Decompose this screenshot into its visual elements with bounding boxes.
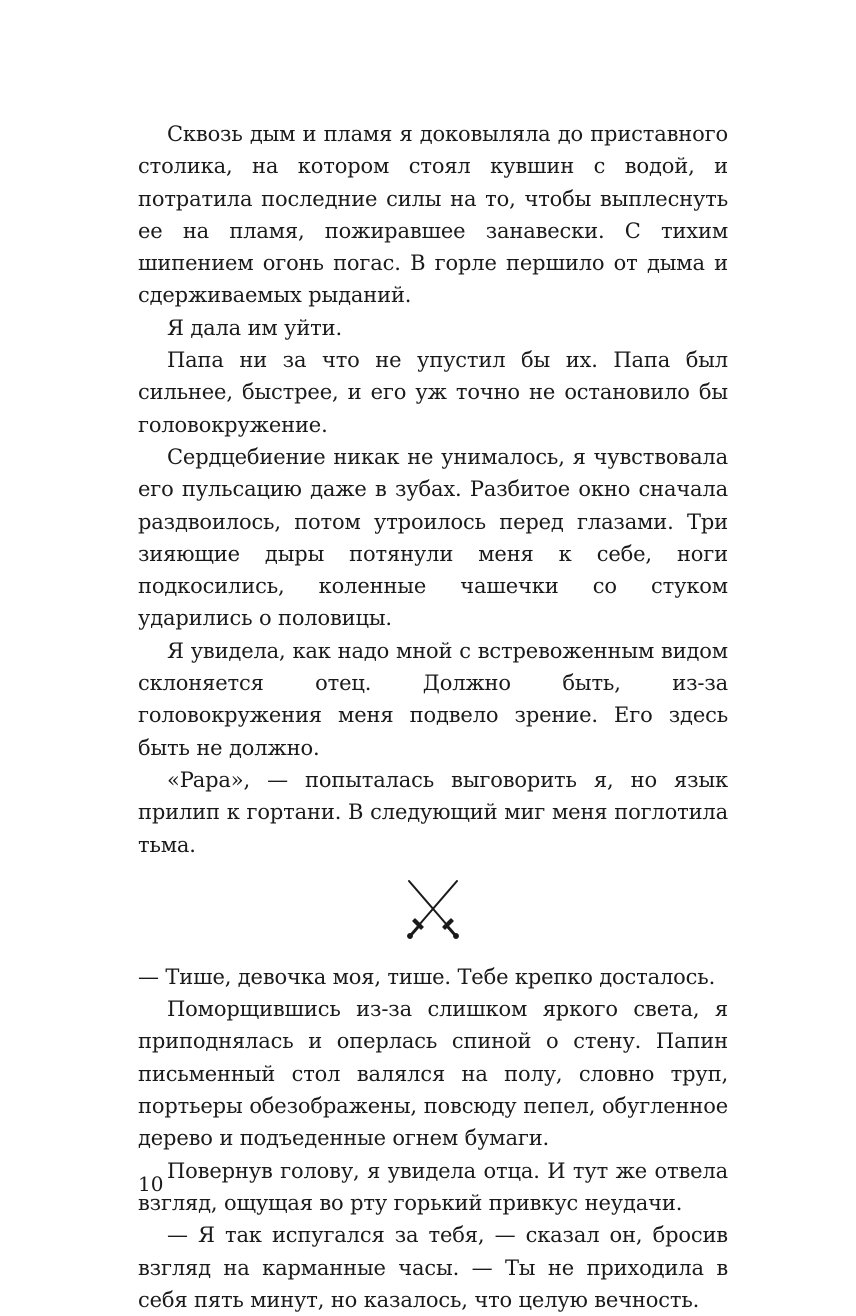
paragraph: Сердцебиение никак не унималось, я чувствовала его пульсацию даже в зубах. Разбитое окно сначала раздвоилось, потом утроилось перед глазами. Три зияющие дыры потянули меня к себе, ноги подкосились, коленные чашечки со стуком ударились о половицы. <box>138 444 728 631</box>
paragraph: Поморщившись из-за слишком яркого света, я приподнялась и оперлась спиной о стену. Папин письменный стол валялся на полу, словно труп, портьеры обезображены, повсюду пепел, обугленное дерево и подъеденные огнем бумаги. <box>138 997 728 1151</box>
paragraph: Я увидела, как надо мной с встревоженным видом склоняется отец. Должно быть, из-за головокружения меня подвело зрение. Его здесь быть не должно. <box>138 638 728 760</box>
book-page-body <box>138 118 728 1316</box>
paragraph: — Тише, девочка моя, тише. Тебе крепко досталось. <box>138 964 716 989</box>
paragraph: Я дала им уйти. <box>167 315 343 340</box>
paragraph: Папа ни за что не упустил бы их. Папа был сильнее, быстрее, и его уж точно не остановило бы головокружение. <box>138 348 728 437</box>
paragraph: Повернув голову, я увидела отца. И тут же отвела взгляд, ощущая во рту горький привкус неудачи. <box>138 1158 728 1215</box>
page-number: 10 <box>138 1172 164 1196</box>
section-separator <box>138 861 728 961</box>
paragraph: «Papa», — попыталась выговорить я, но язык прилип к гортани. В следующий миг меня поглотила тьма. <box>138 767 728 857</box>
paragraph: — Я так испугался за тебя, — сказал он, бросив взгляд на карманные часы. — Ты не приходила в себя пять минут, но казалось, что целую вечность. <box>138 1223 728 1312</box>
paragraph: Сквозь дым и пламя я доковыляла до приставного столика, на котором стоял кувшин с водой, и потратила последние силы на то, чтобы выплеснуть ее на пламя, пожиравшее занавески. С тихим шипением огонь погас. В горле першило от дыма и сдерживаемых рыданий. <box>138 122 728 308</box>
crossed-swords-icon <box>403 879 463 943</box>
